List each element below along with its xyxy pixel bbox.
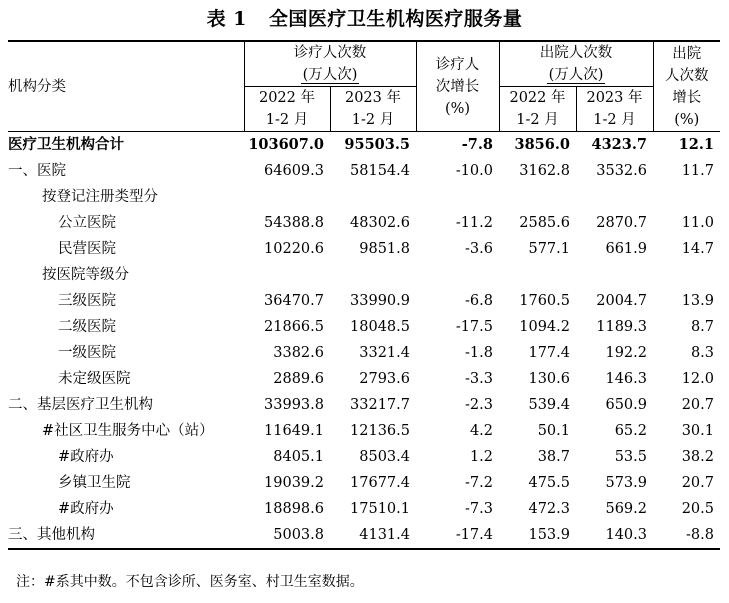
table-row — [8, 288, 720, 314]
visits-2023: 33217.7 — [350, 397, 410, 413]
table-row — [8, 340, 720, 366]
visits-2022: 18898.6 — [264, 501, 324, 517]
header-visits-period-2023: 1-2 月 — [330, 109, 416, 132]
table-row — [8, 418, 720, 444]
visits-2022: 103607.0 — [248, 136, 324, 153]
visits-2023: 48302.6 — [350, 215, 410, 231]
discharge-growth: 12.0 — [681, 371, 714, 387]
discharge-2022: 50.1 — [537, 423, 570, 439]
visits-2022 — [244, 262, 330, 288]
visits-growth: -11.2 — [455, 215, 493, 231]
row-name: 按登记注册类型分 — [42, 189, 158, 205]
visits-growth — [416, 262, 499, 288]
table-row — [8, 158, 720, 184]
discharge-2023 — [576, 262, 653, 288]
visits-2022: 5003.8 — [244, 522, 330, 549]
discharge-growth: 14.7 — [681, 241, 714, 257]
row-name: 未定级医院 — [58, 371, 131, 387]
row-name: 医疗卫生机构合计 — [8, 136, 124, 153]
table-row — [8, 262, 720, 288]
visits-2022: 33993.8 — [264, 397, 324, 413]
visits-2023: 18048.5 — [350, 319, 410, 335]
visits-2023: 9851.8 — [359, 241, 410, 257]
discharge-2023 — [576, 184, 653, 210]
visits-2023: 4131.4 — [330, 522, 416, 549]
table-row — [8, 522, 720, 549]
visits-2023: 3321.4 — [359, 345, 410, 361]
discharge-2023: 650.9 — [605, 397, 647, 413]
discharge-2022: 1094.2 — [519, 319, 570, 335]
discharge-growth — [653, 262, 720, 288]
header-visits-group-l2 — [244, 64, 416, 87]
discharge-2023: 2004.7 — [596, 293, 647, 309]
visits-2022: 2889.6 — [273, 371, 324, 387]
discharge-2022: 130.6 — [528, 371, 570, 387]
header-visits-growth-l1: 诊疗人 — [435, 56, 480, 73]
table-row — [8, 366, 720, 392]
table-row — [8, 496, 720, 522]
visits-growth: -17.4 — [416, 522, 499, 549]
row-name: 三级医院 — [58, 293, 116, 309]
visits-2023: 95503.5 — [344, 136, 410, 153]
discharge-growth: 11.0 — [681, 215, 714, 231]
row-name: 民营医院 — [58, 241, 116, 257]
header-discharge-period-2022: 1-2 月 — [499, 109, 576, 132]
visits-2022 — [244, 184, 330, 210]
discharge-2022: 177.4 — [528, 345, 570, 361]
header-visits-year-2022: 2022 年 — [244, 87, 330, 110]
header-discharge-unit: (万人次) — [548, 67, 604, 83]
discharge-2023: 53.5 — [614, 449, 647, 465]
discharge-growth: 20.7 — [681, 397, 714, 413]
row-name: 二、基层医疗卫生机构 — [8, 397, 153, 413]
row-name: 一级医院 — [58, 345, 116, 361]
visits-2022: 54388.8 — [264, 215, 324, 231]
discharge-2022: 3856.0 — [514, 136, 570, 153]
row-name: 公立医院 — [58, 215, 116, 231]
visits-2022: 11649.1 — [264, 423, 324, 439]
discharge-2023: 3532.6 — [596, 163, 647, 179]
visits-growth: -7.2 — [465, 475, 493, 491]
header-discharge-group-l1: 出院人次数 — [499, 41, 653, 64]
visits-growth: -10.0 — [455, 163, 493, 179]
visits-2023 — [330, 262, 416, 288]
discharge-growth: 11.7 — [681, 163, 714, 179]
table-row — [8, 236, 720, 262]
visits-2022: 10220.6 — [264, 241, 324, 257]
header-discharge-group-l2 — [499, 64, 653, 87]
header-discharge-year-2023: 2023 年 — [576, 87, 653, 110]
header-visits-growth — [416, 41, 499, 132]
table-row — [8, 444, 720, 470]
discharge-growth: 8.3 — [690, 345, 714, 361]
visits-2023: 17510.1 — [350, 501, 410, 517]
header-discharge-growth — [653, 41, 720, 132]
header-discharge-growth-l2: 人次数 — [665, 67, 709, 84]
header-visits-period-2022: 1-2 月 — [244, 109, 330, 132]
header-discharge-growth-l4: (%) — [674, 111, 700, 128]
table-row — [8, 470, 720, 496]
visits-2023: 33990.9 — [350, 293, 410, 309]
visits-2022: 36470.7 — [264, 293, 324, 309]
row-name: #社区卫生服务中心（站） — [42, 423, 214, 439]
header-visits-group-l1: 诊疗人次数 — [244, 41, 416, 64]
visits-growth: -1.8 — [465, 345, 493, 361]
discharge-2022 — [499, 184, 576, 210]
table-header — [8, 41, 720, 132]
discharge-2023: 140.3 — [576, 522, 653, 549]
header-discharge-growth-l3: 增长 — [672, 89, 702, 106]
discharge-2022: 38.7 — [537, 449, 570, 465]
discharge-2023: 4323.7 — [591, 136, 647, 153]
visits-2023 — [330, 184, 416, 210]
visits-growth: -3.6 — [465, 241, 493, 257]
discharge-growth: 30.1 — [681, 423, 714, 439]
visits-growth: -3.3 — [465, 371, 493, 387]
discharge-growth: 8.7 — [690, 319, 714, 335]
visits-2023: 2793.6 — [359, 371, 410, 387]
table-row — [8, 184, 720, 210]
visits-growth: 1.2 — [469, 449, 493, 465]
row-name: #政府办 — [58, 449, 114, 465]
visits-growth: -2.3 — [465, 397, 493, 413]
table-number: 表 1 — [206, 8, 247, 30]
discharge-growth: 20.5 — [681, 501, 714, 517]
visits-2023: 17677.4 — [350, 475, 410, 491]
discharge-growth: 12.1 — [678, 136, 714, 153]
table-title-text: 全国医疗卫生机构医疗服务量 — [268, 8, 523, 30]
visits-2022: 19039.2 — [264, 475, 324, 491]
discharge-2023: 661.9 — [605, 241, 647, 257]
visits-2023: 8503.4 — [359, 449, 410, 465]
header-discharge-period-2023: 1-2 月 — [576, 109, 653, 132]
discharge-2023: 573.9 — [605, 475, 647, 491]
discharge-2022: 153.9 — [499, 522, 576, 549]
row-name: 三、其他机构 — [8, 522, 244, 549]
discharge-2023: 65.2 — [614, 423, 647, 439]
discharge-2023: 2870.7 — [596, 215, 647, 231]
header-discharge-year-2022: 2022 年 — [499, 87, 576, 110]
table-row — [8, 392, 720, 418]
discharge-2023: 146.3 — [605, 371, 647, 387]
row-name: 二级医院 — [58, 319, 116, 335]
table-footnote: 注：#系其中数。不包含诊所、医务室、村卫生室数据。 — [16, 574, 364, 590]
discharge-growth: 38.2 — [681, 449, 714, 465]
discharge-2023: 569.2 — [605, 501, 647, 517]
visits-growth: -7.3 — [465, 501, 493, 517]
visits-growth: 4.2 — [469, 423, 493, 439]
discharge-2022: 475.5 — [528, 475, 570, 491]
header-visits-growth-l2: 次增长 — [435, 78, 480, 95]
header-visits-unit: (万人次) — [302, 67, 358, 83]
visits-growth: -6.8 — [465, 293, 493, 309]
discharge-2022: 472.3 — [528, 501, 570, 517]
discharge-growth: 20.7 — [681, 475, 714, 491]
visits-2023: 58154.4 — [350, 163, 410, 179]
table-row — [8, 210, 720, 236]
discharge-growth: 13.9 — [681, 293, 714, 309]
table-body — [8, 132, 720, 550]
discharge-2022: 2585.6 — [519, 215, 570, 231]
header-visits-year-2023: 2023 年 — [330, 87, 416, 110]
discharge-2022: 1760.5 — [519, 293, 570, 309]
discharge-growth: -8.8 — [653, 522, 720, 549]
discharge-growth — [653, 184, 720, 210]
visits-growth: -17.5 — [455, 319, 493, 335]
row-name: #政府办 — [58, 501, 114, 517]
visits-2023: 12136.5 — [350, 423, 410, 439]
discharge-2022: 539.4 — [528, 397, 570, 413]
visits-growth — [416, 184, 499, 210]
row-name: 一、医院 — [8, 163, 66, 179]
visits-growth: -7.8 — [461, 136, 493, 153]
visits-2022: 8405.1 — [273, 449, 324, 465]
visits-2022: 21866.5 — [264, 319, 324, 335]
table-row — [8, 132, 720, 159]
header-category: 机构分类 — [8, 41, 244, 132]
row-name: 乡镇卫生院 — [58, 475, 131, 491]
discharge-2022: 3162.8 — [519, 163, 570, 179]
visits-2022: 3382.6 — [273, 345, 324, 361]
visits-2022: 64609.3 — [264, 163, 324, 179]
discharge-2023: 1189.3 — [596, 319, 647, 335]
discharge-2022: 577.1 — [528, 241, 570, 257]
discharge-2023: 192.2 — [605, 345, 647, 361]
table-title — [0, 4, 729, 31]
table-row — [8, 314, 720, 340]
medical-services-table — [8, 40, 720, 550]
discharge-2022 — [499, 262, 576, 288]
row-name: 按医院等级分 — [42, 267, 129, 283]
header-visits-growth-l3: (%) — [444, 100, 471, 117]
header-discharge-growth-l1: 出院 — [672, 45, 702, 62]
